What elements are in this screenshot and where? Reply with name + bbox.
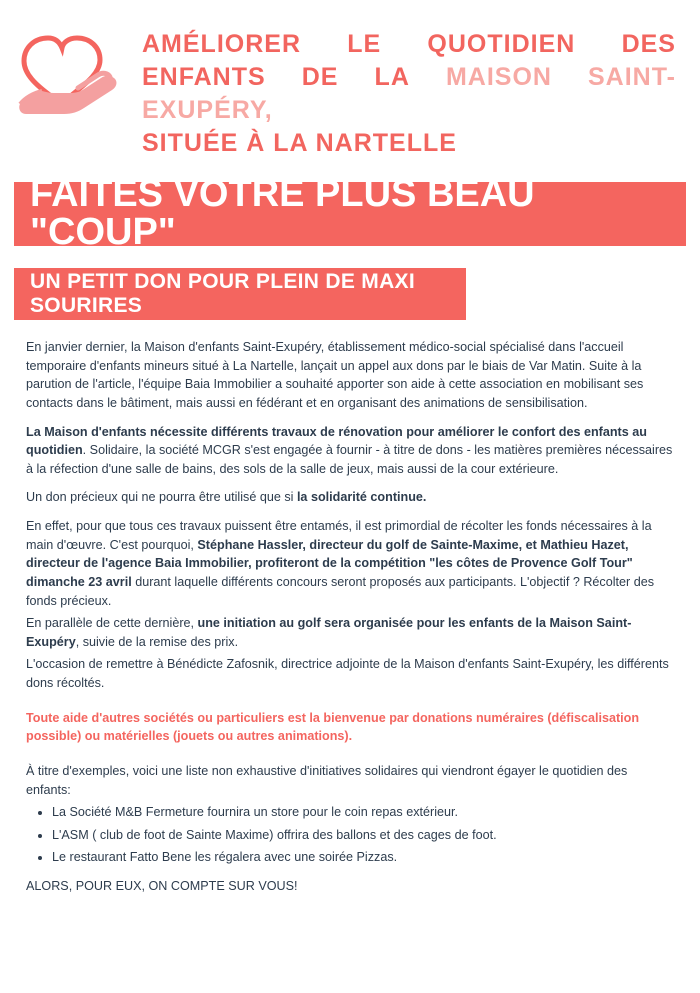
paragraph-4-start: En effet, pour que tous ces travaux puissent être entamés, il est primordial de récolter les fonds nécessaires à la main d'œuvre. C'est pourquoi, — [26, 519, 652, 552]
title-word: AMÉLIORER — [142, 30, 301, 58]
page-title — [138, 18, 676, 160]
paragraph-2-bold: La Maison d'enfants nécessite différents travaux de rénovation pour améliorer le confort des enfants au quotidien — [26, 424, 647, 458]
paragraph-8: À titre d'exemples, voici une liste non exhaustive d'initiatives solidaires qui viendront égayer le quotidien des enfants: — [26, 763, 628, 797]
paragraph-2-rest: . Solidaire, la société MCGR s'est engagée à fournir - à titre de dons - les matières premières nécessaires à la réfection d'une salle de bains, des sols de la salle de jeux, mais aussi de la cour extérieure. — [26, 443, 673, 476]
paragraph-3-bold: la solidarité continue. — [296, 490, 427, 505]
paragraph-4-end: durant laquelle différents concours seront proposés aux participants. L'objectif ? Récolter des fonds précieux. — [26, 574, 655, 608]
initiatives-list — [26, 803, 674, 867]
heart-hand-icon — [18, 18, 138, 127]
paragraph-3 — [26, 488, 674, 507]
title-word: LA — [374, 63, 410, 91]
title-word: ENFANTS — [142, 63, 266, 91]
paragraph-3-start: Un don précieux qui ne pourra être utilisé que si — [26, 490, 297, 505]
paragraph-5-bold: une initiation au golf sera organisée pour les enfants de la Maison Saint-Exupéry — [26, 616, 632, 649]
paragraph-4 — [26, 517, 674, 610]
paragraph-4-bold: Stéphane Hassler, directeur du golf de Sainte-Maxime, et Mathieu Hazet, directeur de l'agence Baia Immobilier, profiteront de la compétition "les côtes de Provence Golf Tour" dimanche 23 avril — [26, 537, 633, 589]
paragraph-5-start: En parallèle de cette dernière, — [26, 616, 198, 631]
title-word-soft: MAISON — [445, 63, 552, 91]
paragraph-5-end: , suivie de la remise des prix. — [75, 634, 239, 649]
sub-banner: UN PETIT DON POUR PLEIN DE MAXI SOURIRES — [14, 268, 466, 320]
title-line-4: SITUÉE À LA NARTELLE — [142, 129, 457, 157]
article-body — [26, 338, 674, 896]
title-line-1 — [142, 28, 676, 61]
list-item: • L'ASM ( club de foot de Sainte Maxime) offrira des ballons et des cages de foot. — [52, 826, 674, 845]
title-word-soft: SAINT- — [588, 63, 676, 91]
main-banner: FAITES VOTRE PLUS BEAU "COUP" — [14, 182, 686, 246]
list-item: • Le restaurant Fatto Bene les régalera avec une soirée Pizzas. — [52, 848, 674, 867]
title-word: LE — [347, 30, 382, 58]
paragraph-6: L'occasion de remettre à Bénédicte Zafosnik, directrice adjointe de la Maison d'enfants Saint-Exupéry, les différents dons récoltés. — [26, 657, 669, 690]
paragraph-9-closing: ALORS, POUR EUX, ON COMPTE SUR VOUS! — [26, 879, 298, 893]
paragraph-5 — [26, 614, 674, 651]
title-line-3: EXUPÉRY, — [142, 96, 273, 124]
title-word: DE — [301, 63, 339, 91]
paragraph-1: En janvier dernier, la Maison d'enfants Saint-Exupéry, établissement médico-social spécialisé dans l'accueil temporaire d'enfants mineurs situé à La Nartelle, lançait un appel aux dons par le biais de Var Matin. Suite à la parution de l'article, l'équipe Baia Immobilier a souhaité apporter son aide à cette association en mobilisant ses contacts dans le bâtiment, mais aussi en fédérant et en organisant des animations de sensibilisation. — [26, 340, 644, 410]
paragraph-7-accent: Toute aide d'autres sociétés ou particuliers est la bienvenue par donations numéraires (défiscalisation possible) ou matérielles (jouets ou autres animations). — [26, 710, 640, 744]
header — [0, 0, 700, 160]
paragraph-2 — [26, 423, 674, 479]
title-word: QUOTIDIEN — [427, 30, 576, 58]
title-line-2 — [142, 61, 676, 94]
list-item: • La Société M&B Fermeture fournira un store pour le coin repas extérieur. — [52, 803, 674, 822]
title-word: DES — [621, 30, 676, 58]
